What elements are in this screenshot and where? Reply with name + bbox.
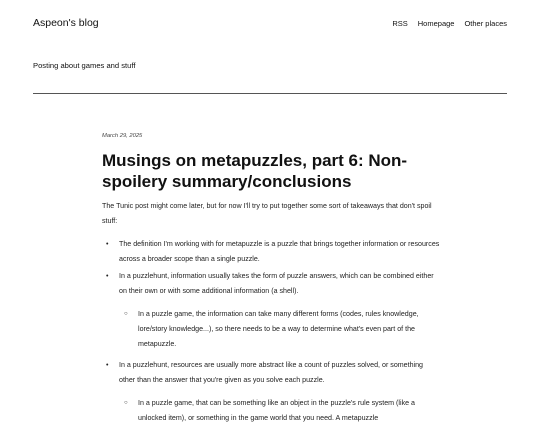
sub-list-item (119, 307, 440, 352)
list-item (102, 269, 440, 352)
sub-list-item-text: In a puzzle game, the information can take many different forms (codes, rules knowledge, lore/story knowledge...), so there needs to be a way to determine what's even part of the metapuzzle. (138, 310, 419, 348)
list-item (102, 358, 440, 426)
list-item-text: The definition I'm working with for metapuzzle is a puzzle that brings together information or resources across a broader scope than a single puzzle. (119, 240, 440, 263)
bullet-dot-icon: • (106, 272, 109, 280)
bullet-dot-icon: • (106, 240, 109, 248)
post-title: Musings on metapuzzles, part 6: Non-spoilery summary/conclusions (102, 151, 408, 191)
site-tagline: Posting about games and stuff (33, 61, 136, 70)
header-divider (33, 93, 507, 94)
post-content (102, 199, 440, 432)
nav-link-rss[interactable]: RSS (392, 19, 408, 28)
nav-link-homepage[interactable]: Homepage (417, 19, 455, 28)
list-item (102, 237, 440, 267)
site-header (33, 0, 507, 94)
top-nav (392, 19, 507, 28)
post-intro: The Tunic post might come later, but for now I'll try to put together some sort of takeaways that don't spoil stuff: (102, 202, 432, 225)
takeaways-list (102, 237, 440, 426)
sub-list-item-text: In a puzzle game, that can be something like an object in the puzzle's rule system (like a unlocked item), or something in the game world that you need. A metapuzzle (138, 399, 415, 422)
sub-list (119, 307, 440, 352)
bullet-circle-icon: ○ (124, 311, 128, 317)
nav-link-other-places[interactable]: Other places (464, 19, 507, 28)
list-item-text: In a puzzlehunt, resources are usually more abstract like a count of puzzles solved, or something other than the answer that you're given as you solve each puzzle. (119, 361, 424, 384)
sub-list (119, 396, 440, 426)
site-title[interactable]: Aspeon's blog (33, 17, 99, 29)
sub-list-item (119, 396, 440, 426)
bullet-circle-icon: ○ (124, 400, 128, 406)
post-date: March 29, 2025 (102, 133, 143, 139)
bullet-dot-icon: • (106, 361, 109, 369)
list-item-text: In a puzzlehunt, information usually takes the form of puzzle answers, which can be combined either on their own or with some additional information (a shell). (119, 272, 434, 295)
